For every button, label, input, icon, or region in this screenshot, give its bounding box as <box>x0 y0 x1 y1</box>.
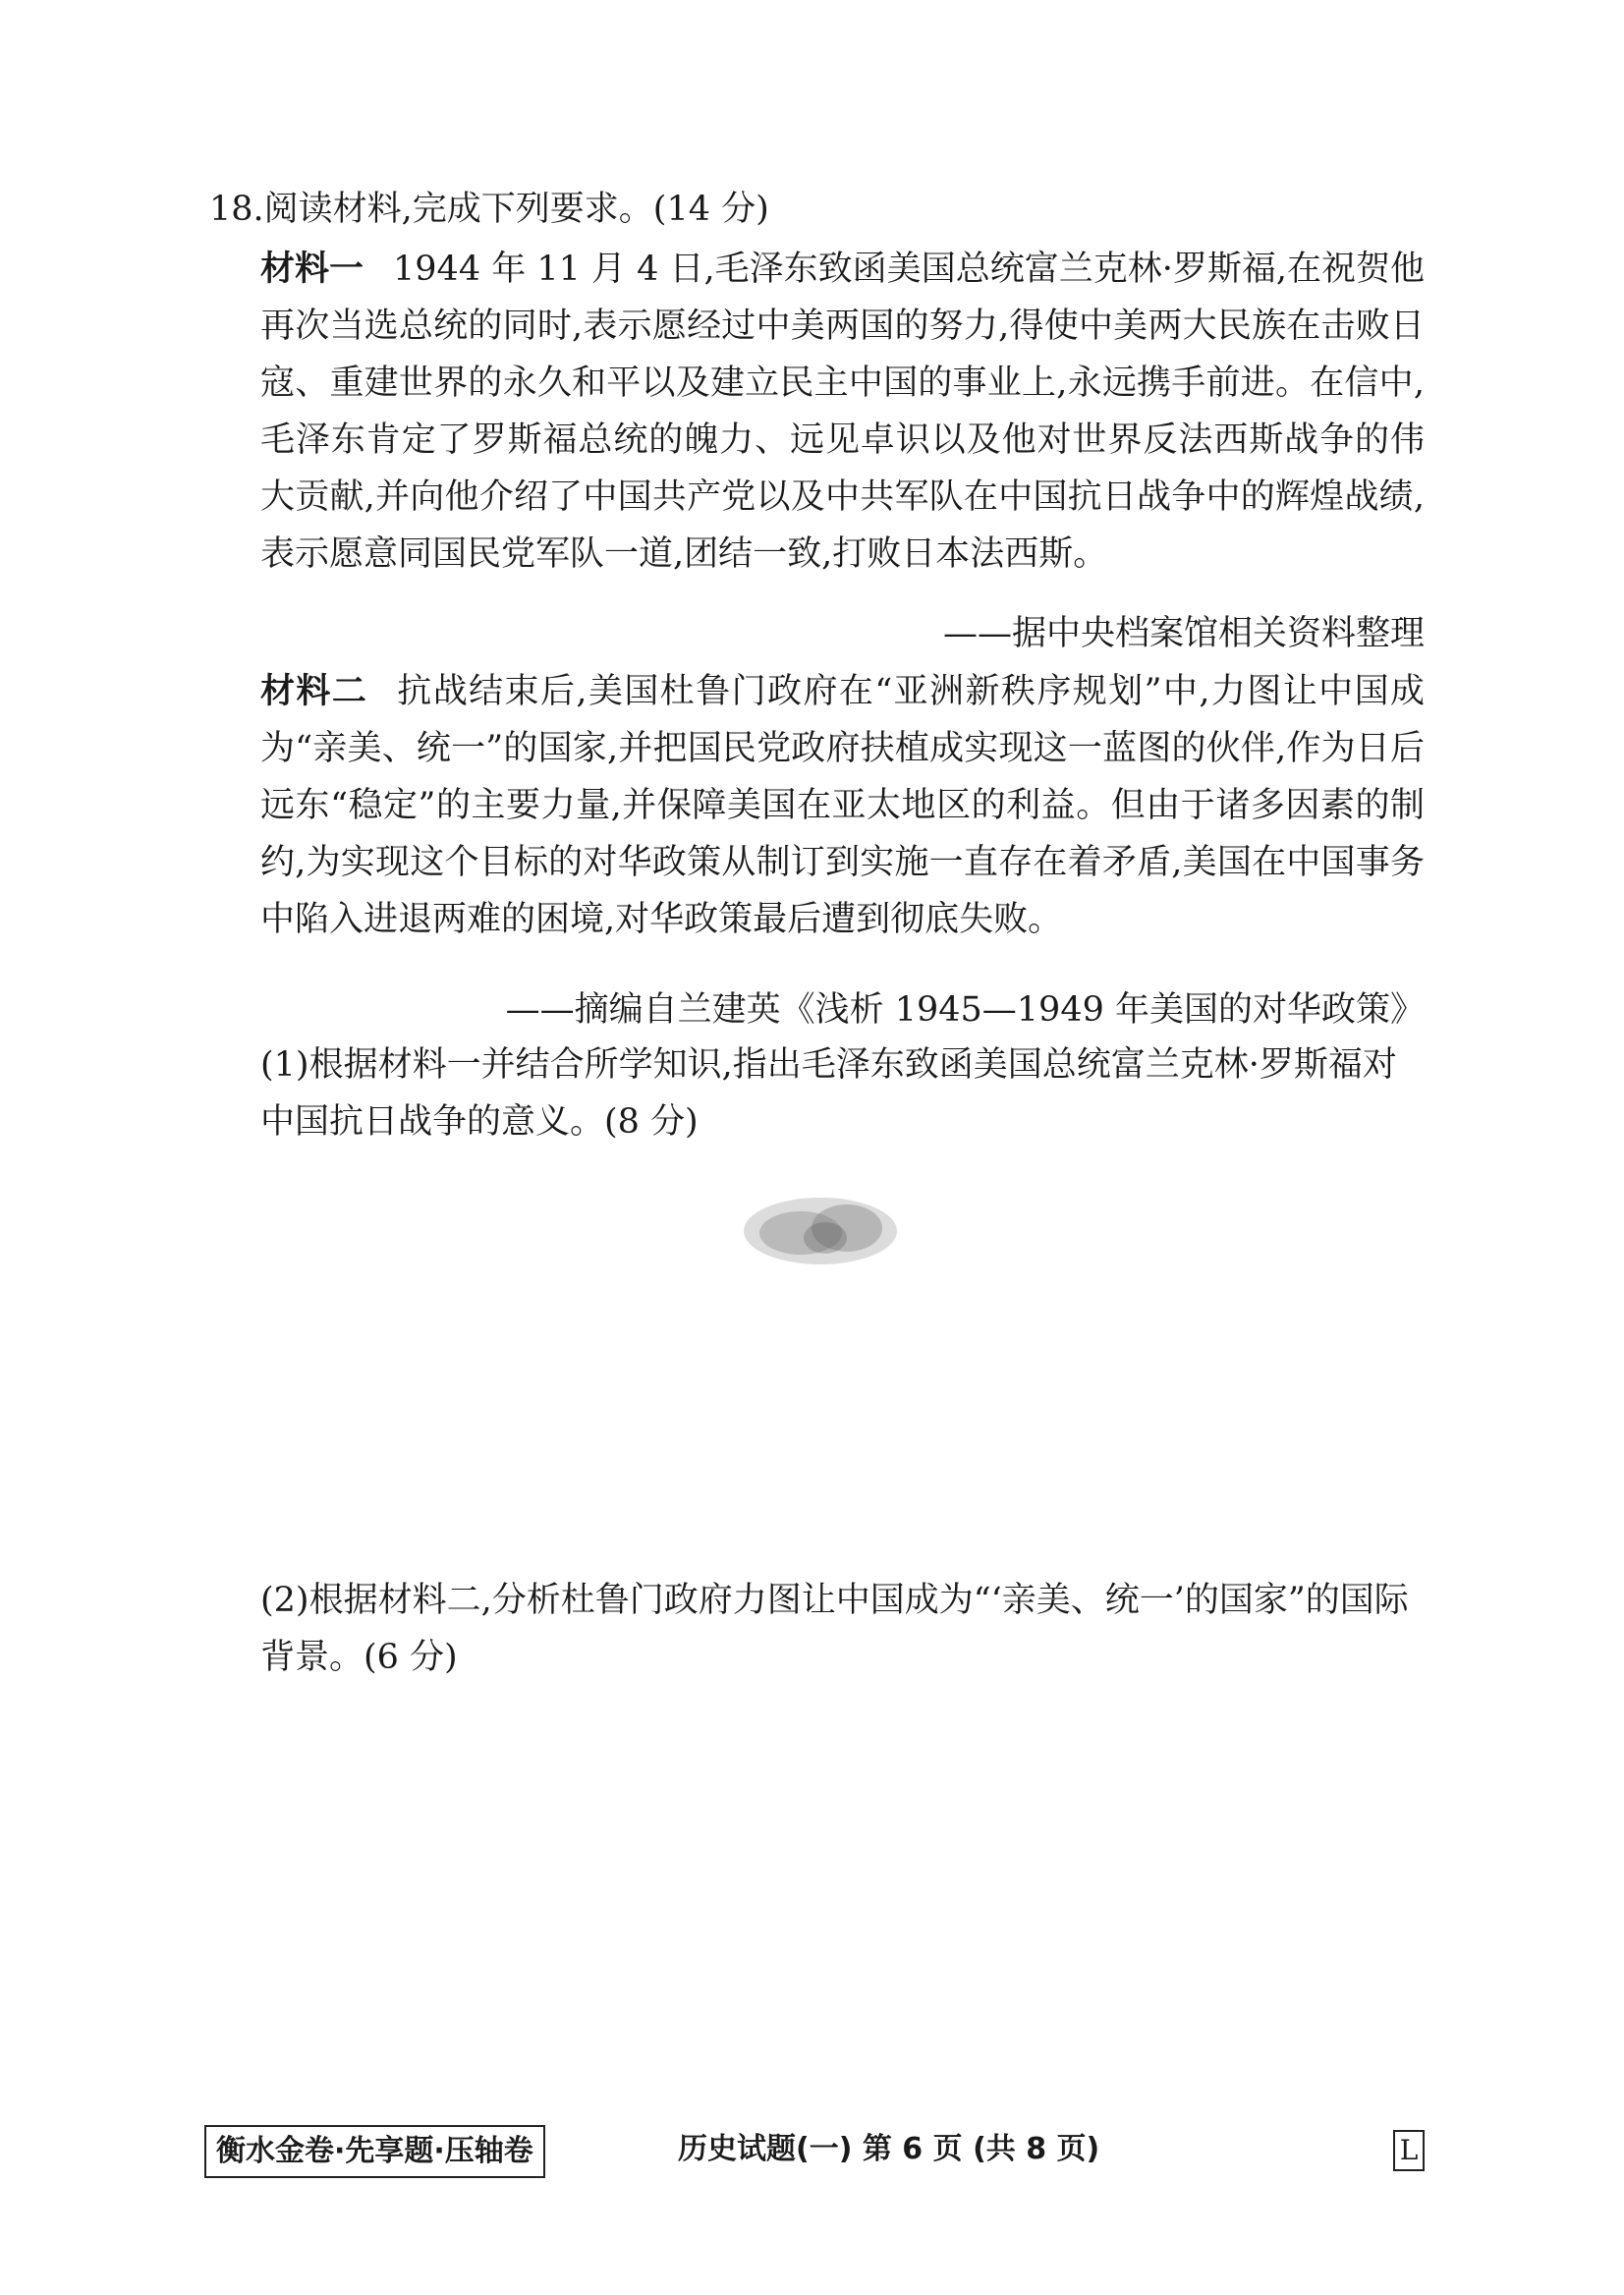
material-two-source: ——摘编自兰建英《浅析 1945—1949 年美国的对华政策》 <box>505 990 1425 1030</box>
material-one-tag: 材料一 <box>260 250 364 289</box>
sub-question-2: (2)根据材料二,分析杜鲁门政府力图让中国成为“‘亲美、统一’的国家”的国际背景。(6 分) <box>260 1581 1409 1677</box>
footer-series-label: 衡水金卷·先享题·压轴卷 <box>204 2125 545 2178</box>
sub-question-1: (1)根据材料一并结合所学知识,指出毛泽东致函美国总统富兰克林·罗斯福对中国抗日战争的意义。(8 分) <box>260 1045 1397 1142</box>
material-one-source: ——据中央档案馆相关资料整理 <box>942 614 1425 653</box>
question-header: 18.阅读材料,完成下列要求。(14 分) <box>209 190 769 229</box>
material-two-text: 抗战结束后,美国杜鲁门政府在“亚洲新秩序规划”中,力图让中国成为“亲美、统一”的国家,并把国民党政府扶植成实现这一蓝图的伙伴,作为日后远东“稳定”的主要力量,并保障美国在亚太地区的利益。但由于诸多因素的制约,为实现这个目标的对华政策从制订到实施一直存在着矛盾,美国在中国事务中陷入进退两难的困境,对华政策最后遭到彻底失败。 <box>260 672 1425 939</box>
material-one-text: 1944 年 11 月 4 日,毛泽东致函美国总统富兰克林·罗斯福,在祝贺他再次当选总统的同时,表示愿经过中美两国的努力,得使中美两大民族在击败日寇、重建世界的永久和平以及建立民主中国的事业上,永远携手前进。在信中,毛泽东肯定了罗斯福总统的魄力、远见卓识以及他对世界反法西斯战争的伟大贡献,并向他介绍了中国共产党以及中共军队在中国抗日战争中的辉煌战绩,表示愿意同国民党军队一道,团结一致,打败日本法西斯。 <box>260 250 1425 574</box>
material-one <box>260 241 1425 599</box>
smudge-mark <box>727 1174 914 1282</box>
footer-page-info: 历史试题(一) 第 6 页 (共 8 页) <box>678 2132 1100 2166</box>
footer-mark: L <box>1393 2130 1425 2171</box>
material-two <box>260 663 1425 982</box>
material-two-tag: 材料二 <box>260 672 368 711</box>
